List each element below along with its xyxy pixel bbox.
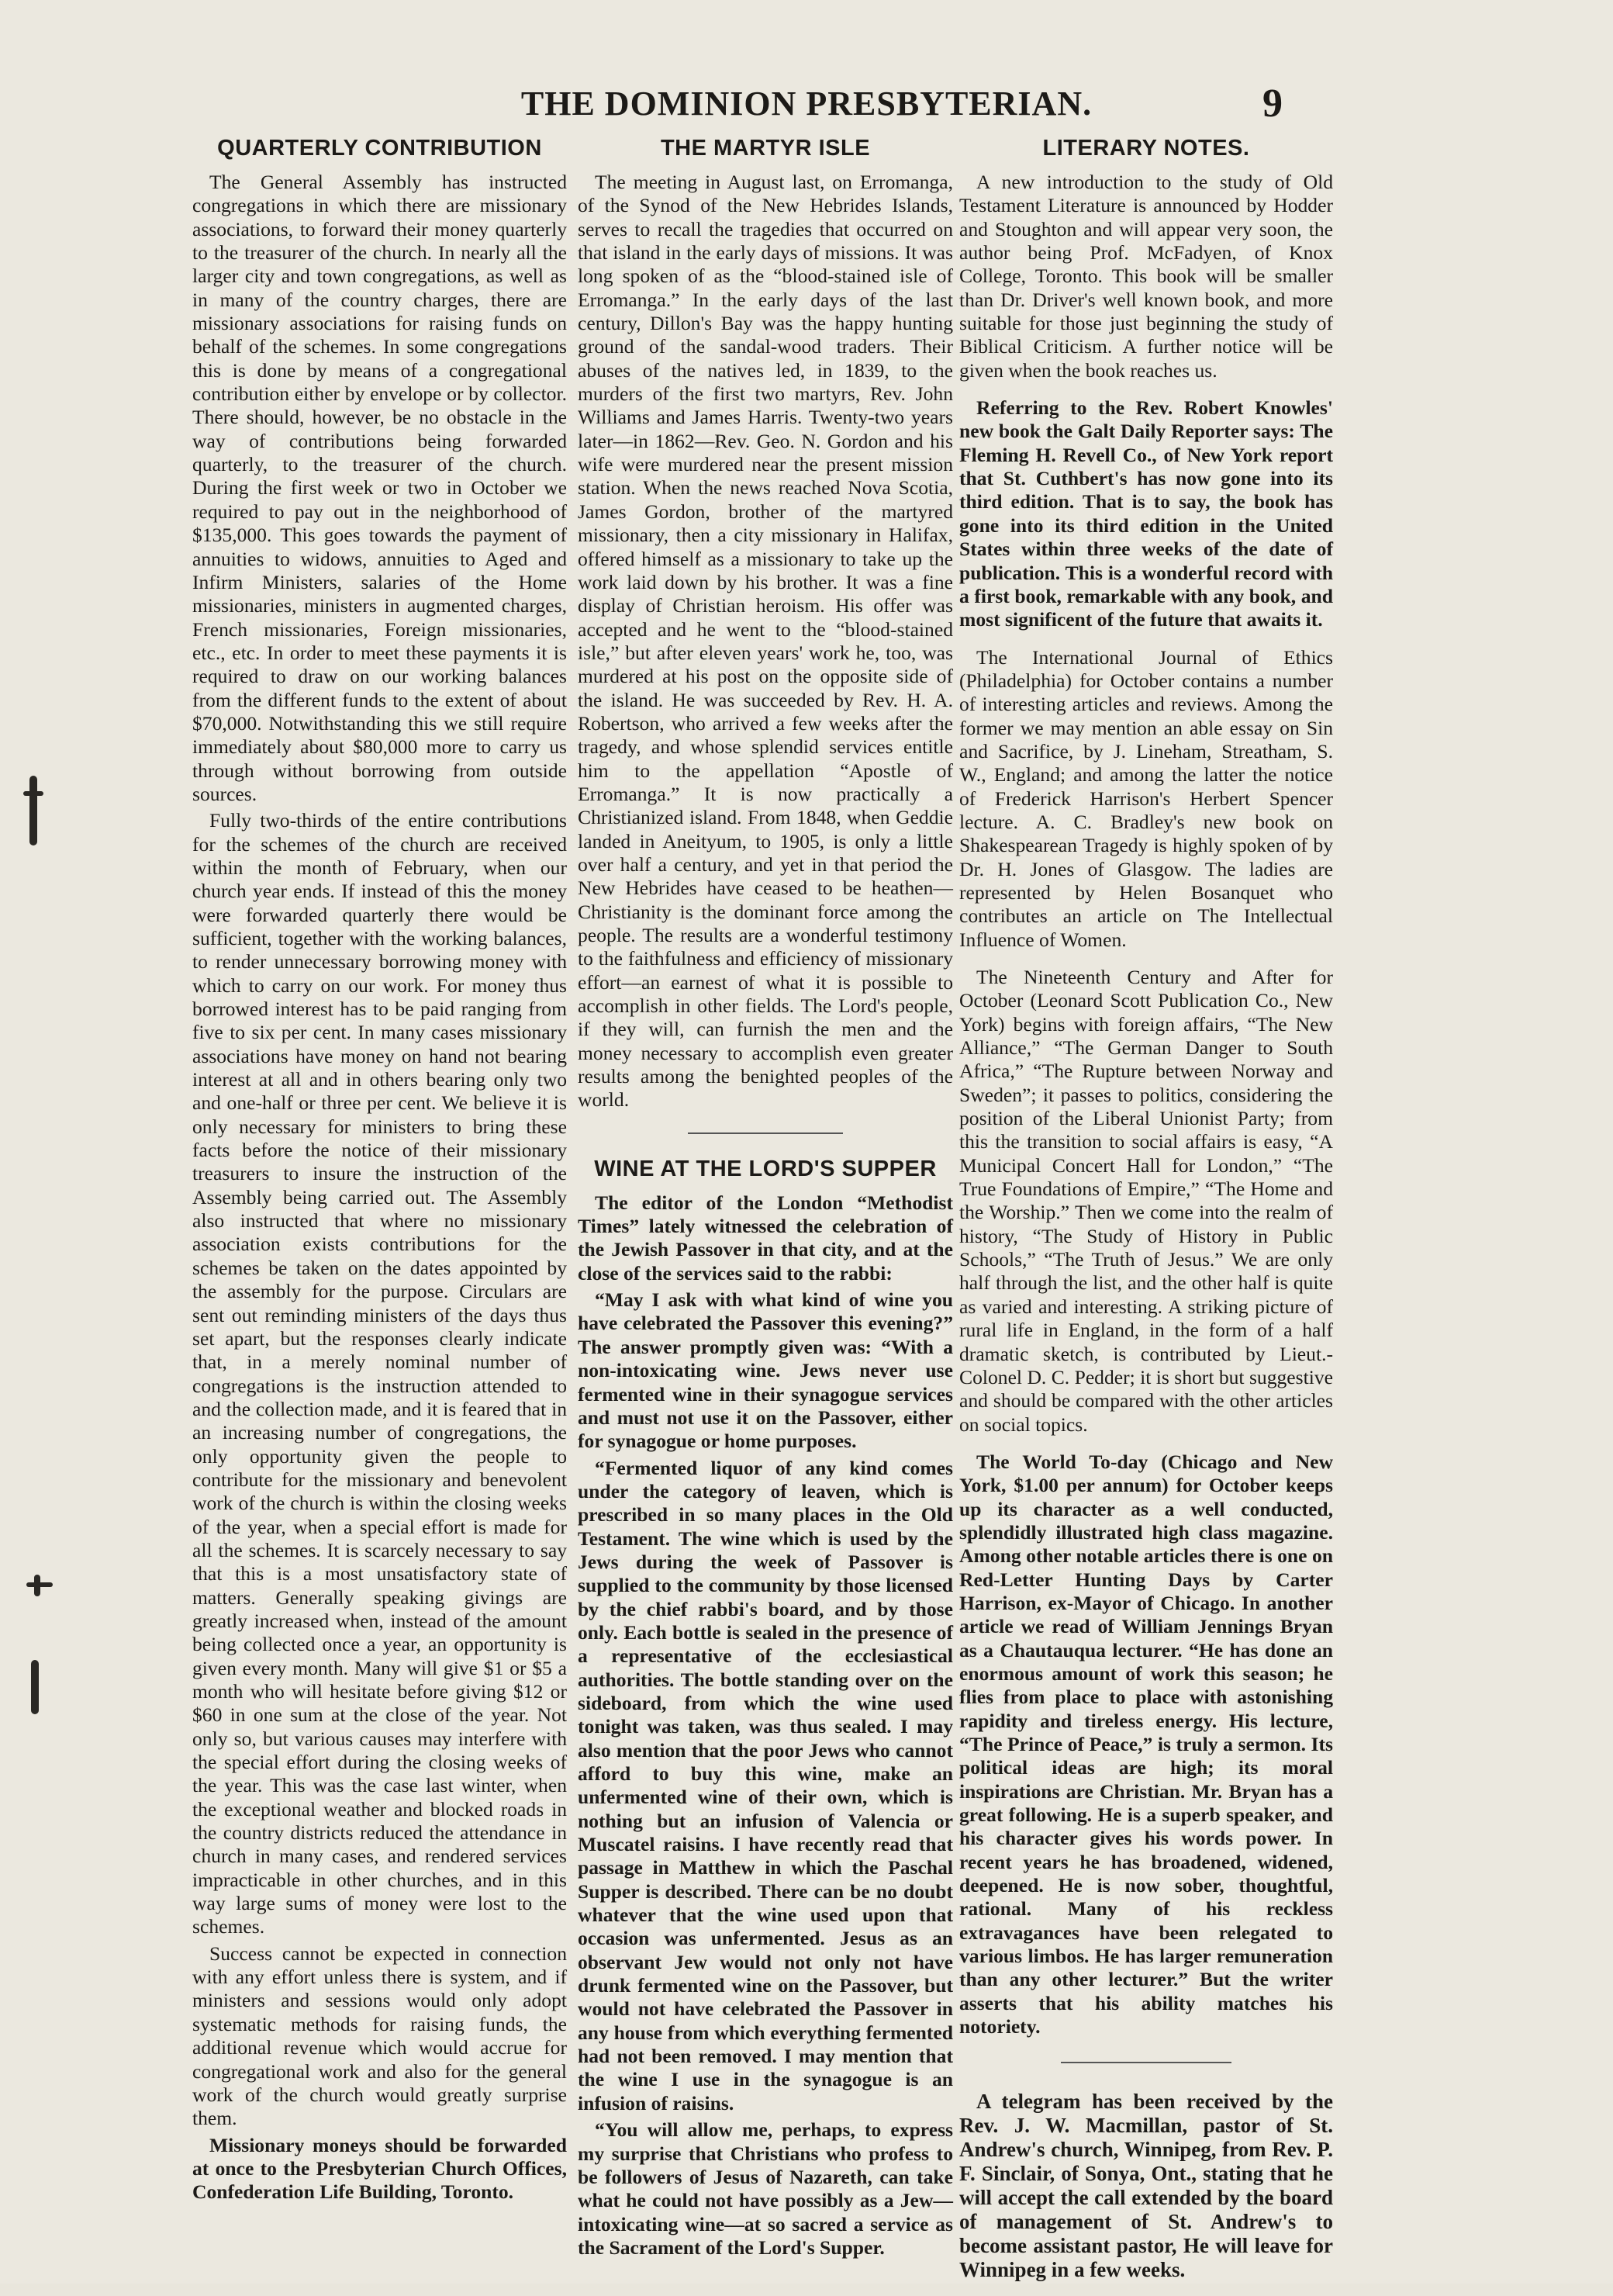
paragraph: Success cannot be expected in connection with any effort unless there is system, and if ministers and sessions would only adopt systematic methods for raising funds, the additional revenue which would accrue for congregational work and also for the general work of the church would greatly surprise them.: [192, 1942, 567, 2130]
column-literary-notes: [959, 132, 1333, 2296]
masthead-title: THE DOMINION PRESBYTERIAN.: [520, 85, 1093, 123]
paragraph: The meeting in August last, on Erromanga, of the Synod of the New Hebrides Islands, serves to recall the tragedies that occurred on that island in the early days of missions. It was long spoken of as the “blood-stained isle of Erromanga.” In the early days of the last century, Dillon's Bay was the happy hunting ground of the sandal-wood traders. Their abuses of the natives led, in 1839, to the murders of the first two martyrs, Rev. John Williams and James Harris. Twenty-two years later—in 1862—Rev. Geo. N. Gordon and his wife were murdered near the present mission station. When the news reached Nova Scotia, James Gordon, brother of the martyred missionary, then a city missionary in Halifax, offered himself as a missionary to take up the work laid down by his brother. It was a fine display of Christian heroism. His offer was accepted and he went to the “blood-stained isle,” but after eleven years' work he, too, was murdered at his post on the opposite side of the island. He was succeeded by Rev. H. A. Robertson, who arrived a few weeks after the tragedy, and whose splendid services entitle him to the appellation “Apostle of Erromanga.” It is now practically a Christianized island. From 1848, when Geddie landed in Aneityum, to 1905, is only a little over half a century, and yet in that period the New Hebrides have ceased to be heathen—Christianity is the dominant force among the people. The results are a wonderful testimony to the faithfulness and efficiency of missionary effort—an earnest of what it is possible to accomplish in other fields. The Lord's people, if they will, can furnish the men and the money necessary to accomplish even greater results among the benighted peoples of the world.: [578, 171, 953, 1112]
paragraph: “May I ask with what kind of wine you have celebrated the Passover this evening?” The answer promptly given was: “With a non-intoxicating wine. Jews never use fermented wine in their synagogue services and must not use it on the Passover, either for synagogue or home purposes.: [578, 1288, 953, 1453]
paragraph-closing: Missionary moneys should be forwarded at once to the Presbyterian Church Offices, Confederation Life Building, Toronto.: [192, 2133, 567, 2204]
paragraph: The General Assembly has instructed congregations in which there are missionary associations, to forward their money quarterly to the treasurer of the church. In nearly all the larger city and town congregations, as well as in many of the country charges, there are missionary associations for raising funds on behalf of the schemes. In some congregations this is done by means of a congregational contribution either by envelope or by collector. There should, however, be no obstacle in the way of contributions being forwarded quarterly, to the treasurer of the church. During the first week or two in October we required to pay out in the neighborhood of $135,000. This goes towards the payment of annuities to widows, annuities to Aged and Infirm Ministers, salaries of the Home missionaries, ministers in augmented charges, French missionaries, Foreign missionaries, etc., etc. In order to meet these payments it is required to draw on our working balances from the different funds to the extent of about $70,000. Notwithstanding this we still require immediately about $80,000 more to carry us through without borrowing from outside sources.: [192, 171, 567, 805]
binding-clip-middle: [23, 1575, 51, 1598]
paragraph: The Nineteenth Century and After for October (Leonard Scott Publication Co., New York) begins with foreign affairs, “The New Alliance,” “The German Danger to South Africa,” “The Rupture between Norway and Sweden”; it passes to politics, considering the position of the Liberal Unionist Party; from this the transition to social affairs is easy, “A Municipal Concert Hall for London,” “The True Foundations of Empire,” “The Home and the Worship.” Then we come into the realm of history, “The Study of History in Public Schools,” “The Truth of Jesus.” We are only half through the list, and the other half is quite as varied and interesting. A striking picture of rural life in England, in the form of a half dramatic sketch, is contributed by Lieut.-Colonel D. C. Pedder; it is short but suggestive and should be compared with the other articles on social topics.: [959, 966, 1333, 1436]
paragraph: The World To-day (Chicago and New York, $1.00 per annum) for October keeps up its character as a well conducted, splendidly illustrated high class magazine. Among other notable articles there is one on Red-Letter Hunting Days by Carter Harrison, ex-Mayor of Chicago. In another article we read of William Jennings Bryan as a Chautauqua lecturer. “He has done an enormous amount of work this season; he flies from place to place with astonishing rapidity and tireless energy. His lecture, “The Prince of Peace,” is truly a sermon. Its political ideas are high; its moral inspirations are Christian. Mr. Bryan has a great following. He is a superb speaker, and his character gives his words power. In recent years he has broadened, widened, deepened. He is now sober, thoughtful, rational. Many of his reckless extravagances have been relegated to various limbos. He has larger remuneration than any other lecturer.” But the writer asserts that his ability matches his notoriety.: [959, 1450, 1333, 2038]
heading-wine-lords-supper: WINE AT THE LORD'S SUPPER: [594, 1156, 937, 1181]
paragraph: “You will allow me, perhaps, to express my surprise that Christians who profess to be followers of Jesus of Nazareth, can take what he could not have possibly as a Jew—intoxicating wine—at so sacred a service as the Sacrament of the Lord's Supper.: [578, 2118, 953, 2259]
page-number: 9: [1262, 81, 1283, 126]
paragraph: Referring to the Rev. Robert Knowles' new book the Galt Daily Reporter says: The Fleming H. Revell Co., of New York report that St. Cuthbert's has now gone into its third edition. That is to say, the book has gone into its third edition in the United States within three weeks of the date of publication. This is a wonderful record with a first book, remarkable with any book, and most significent of the future that awaits it.: [959, 396, 1333, 631]
column-quarterly-contribution: [192, 132, 567, 2208]
paragraph: The International Journal of Ethics (Philadelphia) for October contains a number of interesting articles and reviews. Among the former we may mention an able essay on Sin and Sacrifice, by J. Lineham, Streatham, S. W., England; and among the latter the notice of Frederick Harrison's Herbert Spencer lecture. A. C. Bradley's new book on Shakespearean Tragedy is highly spoken of by Dr. H. Jones of Glasgow. The ladies are represented by Helen Bosanquet who contributes an article on The Intellectual Influence of Women.: [959, 645, 1333, 951]
telegram-notice: A telegram has been received by the Rev. J. W. Macmillan, pastor of St. Andrew's church, Winnipeg, from Rev. P. F. Sinclair, of Sonya, Ont., stating that he will accept the call extended by the board of management of St. Andrew's to become assistant pastor, He will leave for Winnipeg in a few weeks.: [959, 2090, 1333, 2282]
divider-rule: [1061, 2062, 1231, 2063]
paragraph: Fully two-thirds of the entire contributions for the schemes of the church are received within the month of February, when our church year ends. If instead of this the money were forwarded quarterly there would be sufficient, together with the working balances, to render unnecessary borrowing money with which to carry on our work. For money thus borrowed interest has to be paid ranging from five to six per cent. In many cases missionary associations have money on hand not bearing interest at all and in others bearing only two and one-half or three per cent. We believe it is only necessary for ministers to bring these facts before the notice of their missionary treasurers to insure the instruction of the Assembly being carried out. The Assembly also instructed that where no missionary association exists contributions for the schemes be taken on the dates appointed by the assembly for the purpose. Circulars are sent out reminding ministers of the days thus set apart, but the responses clearly indicate that, in a merely nominal number of congregations is the instruction attended to and the collection made, and it is feared that in an increasing number of congregations, the only opportunity given the people to contribute for the missionary and benevolent work of the church is within the closing weeks of the year, when a special effort is made for all the schemes. It is scarcely necessary to say that this is a most unsatisfactory state of matters. Generally speaking givings are greatly increased when, instead of the amount being collected once a year, an opportunity is given every month. Many will give $1 or $5 a month who will hesitate before giving $12 or $60 in one sum at the close of the year. Not only so, but various causes may interfere with the special effort during the closing weeks of the year. This was the case last winter, when the exceptional weather and blocked roads in the country districts reduced the attendance in church in many cases, and rendered services impracticable in other churches, and in this way large sums of money were lost to the schemes.: [192, 809, 567, 1938]
divider-rule: [688, 1132, 843, 1134]
binding-clip-bottom: [23, 1660, 51, 1714]
paragraph: “Fermented liquor of any kind comes under the category of leaven, which is prescribed in so many places in the Old Testament. The wine which is used by the Jews during the week of Passover is supplied to the community by those licensed by the chief rabbi's board, and by those only. Each bottle is sealed in the presence of a representative of the ecclesiastical authorities. The bottle standing over on the sideboard, from which the wine used tonight was taken, was thus sealed. I may also mention that the poor Jews who cannot afford to buy this wine, make an unfermented wine of their own, which is nothing but an infusion of Valencia or Muscatel raisins. I have recently read that passage in Matthew in which the Paschal Supper is described. There can be no doubt whatever that the wine used upon that occasion was unfermented. Jesus as an observant Jew would not only not have drunk fermented wine on the Passover, but would not have celebrated the Passover in any house from which everything fermented had not been removed. I may mention that the wine I use in the synagogue is an infusion of raisins.: [578, 1456, 953, 2114]
column-martyr-and-wine: [578, 132, 953, 2263]
binding-clip-top: [23, 776, 51, 845]
paragraph: A new introduction to the study of Old Testament Literature is announced by Hodder and Stoughton and will appear very soon, the author being Prof. McFadyen, of Knox College, Toronto. This book will be smaller than Dr. Driver's well known book, and more suitable for those just beginning the study of Biblical Criticism. A further notice will be given when the book reaches us.: [959, 171, 1333, 382]
heading-martyr-isle: THE MARTYR ISLE: [660, 136, 871, 161]
paragraph: The editor of the London “Methodist Times” lately witnessed the celebration of the Jewish Passover in that city, and at the close of the services said to the rabbi:: [578, 1191, 953, 1285]
heading-quarterly-contribution: QUARTERLY CONTRIBUTION: [217, 136, 542, 161]
heading-literary-notes: LITERARY NOTES.: [1042, 136, 1250, 161]
